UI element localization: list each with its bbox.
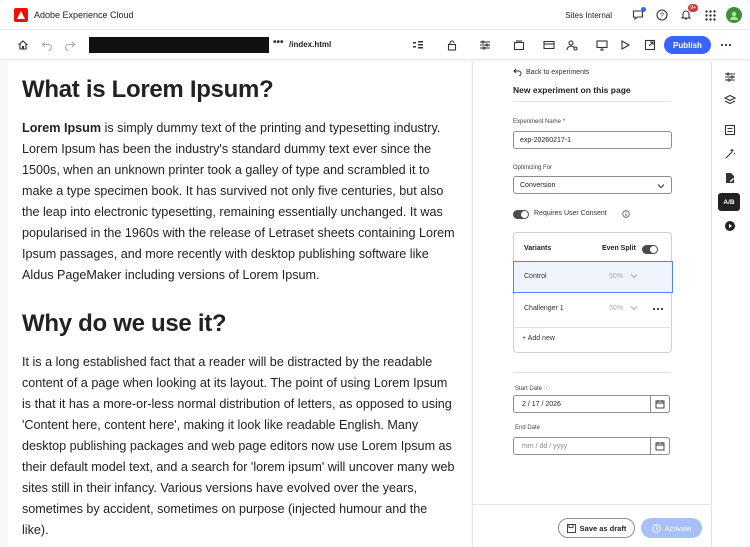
back-to-experiments-link[interactable]	[513, 68, 589, 76]
notification-count-badge: 9+	[690, 5, 696, 11]
app-switcher-icon[interactable]	[698, 3, 722, 27]
experiment-name-input[interactable]: exp-20260217-1	[513, 131, 672, 149]
paragraph-lorem-bold: Lorem Ipsum	[22, 121, 102, 135]
divider	[514, 327, 672, 328]
divider	[513, 101, 671, 102]
site-path-redacted	[89, 37, 269, 53]
end-date-calendar-button[interactable]	[650, 437, 670, 455]
rail-magic-icon[interactable]	[720, 144, 740, 164]
optimizing-for-value: Conversion	[520, 181, 556, 189]
editor-toolbar	[0, 30, 750, 60]
start-date-label: Start Date ⓘ	[515, 386, 550, 392]
chevron-down-icon	[657, 182, 665, 190]
versions-icon[interactable]	[509, 35, 529, 55]
panel-title: New experiment on this page	[513, 85, 631, 95]
svg-text:?: ?	[660, 12, 664, 20]
variant-more-icon[interactable]	[652, 307, 664, 311]
top-bar	[0, 0, 750, 30]
page-canvas[interactable]	[8, 62, 471, 547]
preview-play-icon[interactable]	[615, 35, 635, 55]
top-right-actions	[565, 0, 742, 30]
notifications-icon[interactable]	[674, 3, 698, 27]
save-as-draft-label: Save as draft	[579, 523, 627, 533]
calendar-icon	[655, 399, 665, 409]
tree-icon[interactable]	[408, 35, 428, 55]
help-icon[interactable]	[650, 3, 674, 27]
optimizing-for-label: Optimizing For	[513, 165, 553, 171]
feedback-badge	[641, 7, 646, 12]
variants-section	[513, 232, 672, 353]
paragraph-why[interactable]: It is a long established fact that a reader will be distracted by the readable content of a page when looking at its layout. The point of using Lorem Ipsum is that it has a more-or-less normal distribution of letters, as opposed to using 'Content here, content here', making it look like readable English. Many desktop publishing packages and web page editors now use Lorem Ipsum as their default model text, and a search for 'lorem ipsum' will uncover many web sites still in their infancy. Various versions have evolved over the years, sometimes by accident, sometimes on purpose (injected humour and the like).	[22, 355, 455, 537]
start-date-calendar-button[interactable]	[650, 395, 670, 413]
right-rail	[711, 62, 750, 547]
end-date-label: End Date	[515, 425, 541, 431]
desktop-preview-icon[interactable]	[592, 35, 612, 55]
even-split-label: Even Split	[602, 245, 636, 252]
undo-icon[interactable]	[37, 35, 57, 55]
adobe-logo-icon	[14, 8, 28, 22]
add-variant-button[interactable]: + Add new	[522, 335, 555, 342]
variant-name: Challenger 1	[524, 305, 564, 312]
rail-properties-icon[interactable]	[720, 67, 740, 87]
brand[interactable]	[14, 8, 134, 22]
divider	[513, 372, 671, 373]
rail-form-icon[interactable]	[720, 120, 740, 140]
rail-edit-doc-icon[interactable]	[720, 168, 740, 188]
path-more-icon[interactable]: •••	[273, 37, 284, 48]
properties-icon[interactable]	[475, 35, 495, 55]
card-icon[interactable]	[539, 35, 559, 55]
variants-label: Variants	[524, 245, 552, 252]
start-date-input[interactable]: 2 / 17 / 2026	[513, 395, 670, 413]
end-date-input[interactable]: mm / dd / yyyy	[513, 437, 670, 455]
variant-row-challenger[interactable]	[514, 294, 672, 325]
required-mark: *	[562, 119, 566, 125]
org-switcher[interactable]: Sites Internal	[565, 10, 612, 20]
calendar-icon	[655, 441, 665, 451]
paragraph-lorem-text: is simply dummy text of the printing and typesetting industry. Lorem Ipsum has been the industry's standard dummy text ever since the 1500s, when an unknown printer took a galley of type and scrambled it to make a type specimen book. It has survived not only five centuries, but also the leap into electronic typesetting, remaining essentially unchanged. It was popularised in the 1960s with the release of Letraset sheets containing Lorem Ipsum passages, and more recently with desktop publishing software like Aldus PageMaker including versions of Lorem Ipsum.	[22, 121, 455, 282]
paragraph-lorem[interactable]	[22, 118, 457, 286]
rail-layers-icon[interactable]	[720, 90, 740, 110]
experiment-name-label: Experiment Name *	[513, 119, 566, 125]
lock-icon[interactable]	[442, 35, 462, 55]
user-consent-label: Requires User Consent	[534, 210, 607, 217]
save-icon	[567, 524, 576, 533]
back-arrow-icon	[513, 68, 522, 76]
even-split-toggle[interactable]	[642, 245, 658, 254]
chevron-down-icon[interactable]	[630, 304, 638, 312]
save-as-draft-button[interactable]	[558, 518, 635, 538]
feedback-icon[interactable]	[626, 3, 650, 27]
back-label: Back to experiments	[526, 68, 590, 76]
home-icon[interactable]	[13, 35, 33, 55]
more-options-icon[interactable]	[716, 35, 736, 55]
variant-row-control[interactable]	[513, 261, 673, 293]
rail-play-icon[interactable]	[720, 216, 740, 236]
user-consent-toggle[interactable]	[513, 210, 529, 219]
user-settings-icon[interactable]	[562, 35, 582, 55]
info-icon[interactable]	[622, 210, 630, 218]
experiment-panel	[472, 62, 710, 547]
activate-button[interactable]	[641, 518, 702, 538]
optimizing-for-select[interactable]	[513, 176, 672, 194]
variant-percent: 50%	[609, 305, 624, 312]
panel-footer	[473, 504, 711, 547]
redo-icon[interactable]	[60, 35, 80, 55]
activate-label: Activate	[664, 523, 692, 533]
chevron-down-icon[interactable]	[630, 272, 638, 280]
clock-icon	[652, 524, 661, 533]
rail-ab-testing-button[interactable]: A/B	[718, 193, 740, 211]
open-in-new-icon[interactable]	[640, 35, 660, 55]
heading-what-is[interactable]: What is Lorem Ipsum?	[22, 76, 274, 103]
heading-why-use[interactable]: Why do we use it?	[22, 310, 227, 337]
page-path: /index.html	[289, 40, 332, 49]
publish-button[interactable]: Publish	[664, 36, 711, 54]
variant-percent: 50%	[609, 273, 624, 280]
brand-name: Adobe Experience Cloud	[34, 9, 134, 20]
user-avatar[interactable]	[726, 7, 742, 23]
variant-name: Control	[524, 273, 547, 280]
